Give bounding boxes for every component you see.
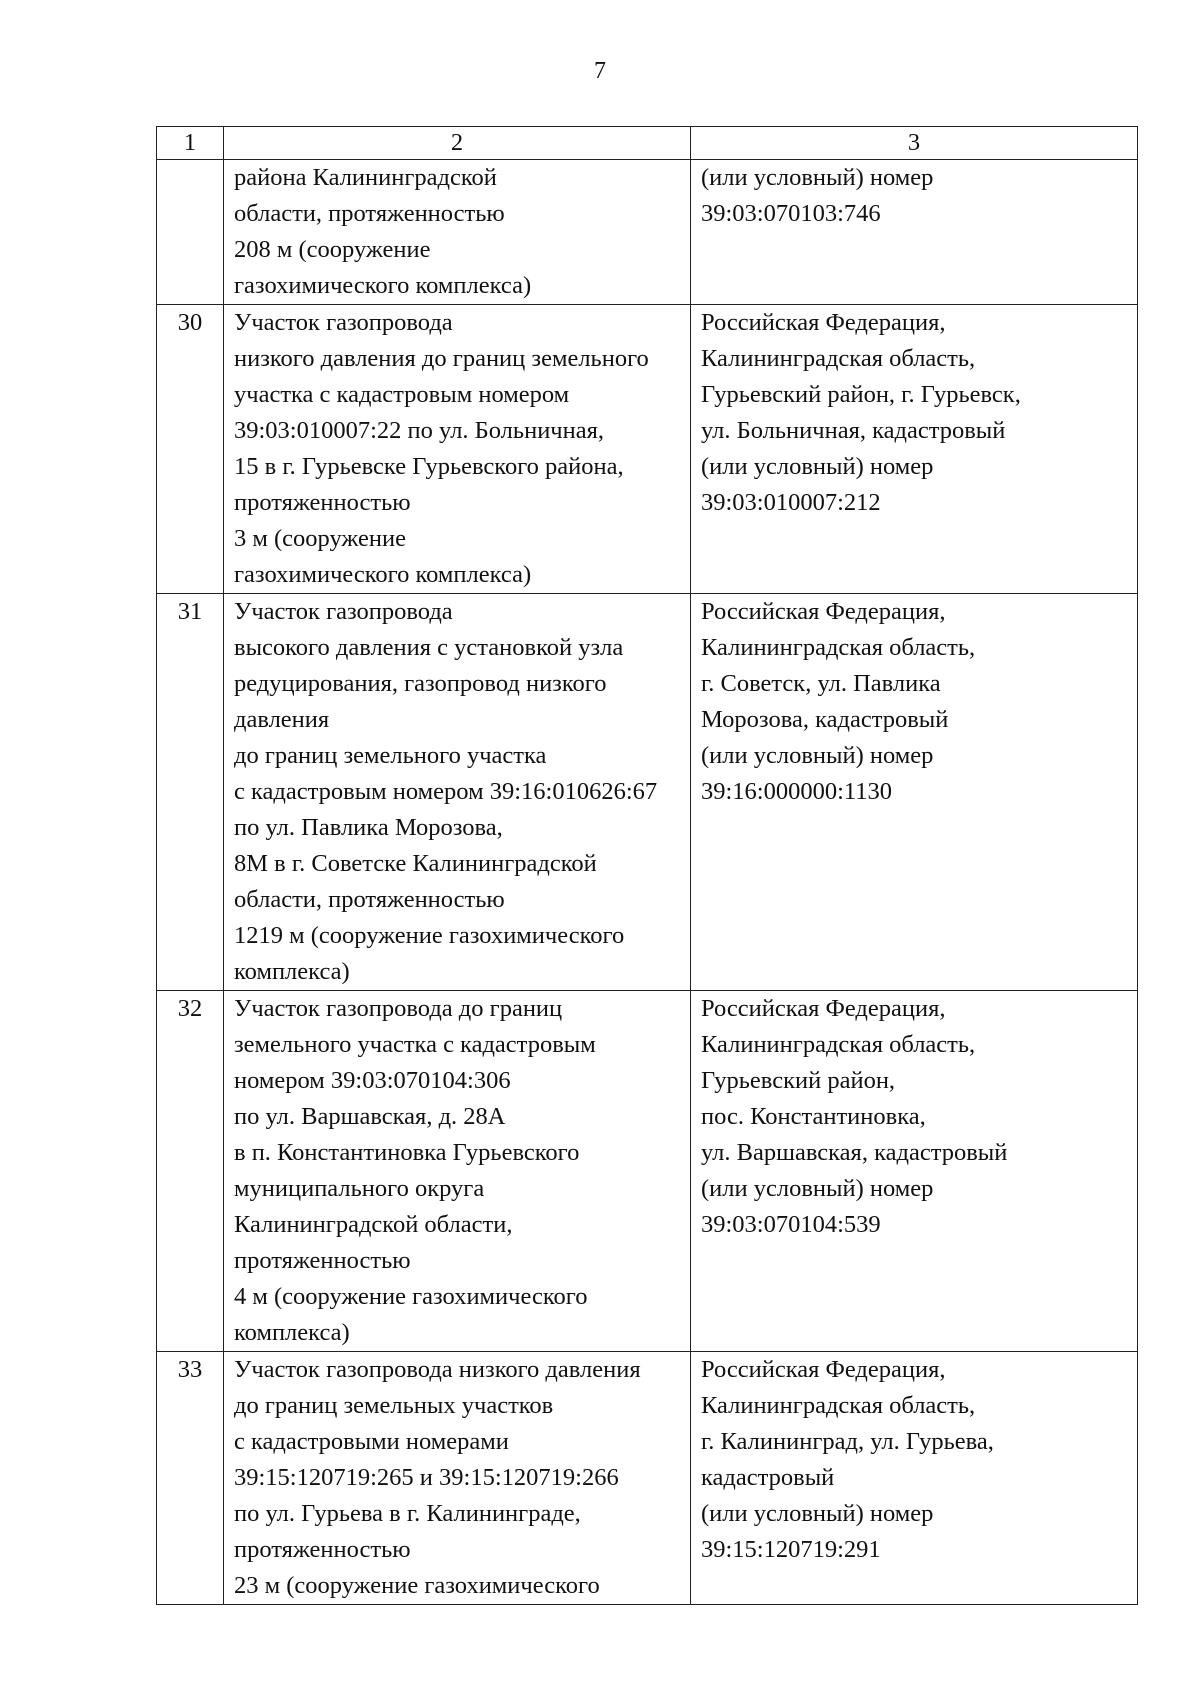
table-row bbox=[157, 160, 1138, 305]
description-line: протяженностью bbox=[234, 1536, 411, 1563]
description-line: протяженностью bbox=[234, 489, 411, 516]
location-line: Морозова, кадастровый bbox=[701, 706, 949, 733]
description-line: до границ земельных участков bbox=[234, 1392, 554, 1419]
row-number-cell: 33 bbox=[157, 1352, 224, 1605]
description-line: по ул. Гурьева в г. Калининграде, bbox=[234, 1500, 581, 1527]
description-line: газохимического комплекса) bbox=[234, 561, 532, 588]
description-line: района Калининградской bbox=[234, 164, 497, 191]
row-number-cell: 32 bbox=[157, 991, 224, 1352]
location-line: Калининградская область, bbox=[701, 345, 976, 372]
description-line: 39:03:010007:22 по ул. Больничная, bbox=[234, 417, 605, 444]
description-line: до границ земельного участка bbox=[234, 742, 547, 769]
location-line: Российская Федерация, bbox=[701, 309, 946, 336]
location-line: (или условный) номер bbox=[701, 164, 934, 191]
description-line: 15 в г. Гурьевске Гурьевского района, bbox=[234, 453, 624, 480]
description-line: Калининградской области, bbox=[234, 1211, 513, 1238]
registry-table bbox=[156, 126, 1138, 1605]
table-header-row bbox=[157, 127, 1138, 160]
object-description-cell bbox=[224, 305, 691, 594]
column-header-1: 1 bbox=[157, 127, 224, 160]
description-line: 8М в г. Советске Калининградской bbox=[234, 850, 597, 877]
description-line: высокого давления с установкой узла bbox=[234, 634, 624, 661]
column-header-2: 2 bbox=[224, 127, 691, 160]
description-line: газохимического комплекса) bbox=[234, 272, 532, 299]
description-line: низкого давления до границ земельного bbox=[234, 345, 649, 372]
table-row bbox=[157, 305, 1138, 594]
description-line: Участок газопровода низкого давления bbox=[234, 1356, 641, 1383]
description-line: Участок газопровода bbox=[234, 309, 453, 336]
location-line: Гурьевский район, г. Гурьевск, bbox=[701, 381, 1021, 408]
description-line: Участок газопровода bbox=[234, 598, 453, 625]
location-line: (или условный) номер bbox=[701, 1175, 934, 1202]
location-line: Российская Федерация, bbox=[701, 995, 946, 1022]
description-line: с кадастровыми номерами bbox=[234, 1428, 509, 1455]
description-line: комплекса) bbox=[234, 958, 350, 985]
description-line: по ул. Варшавская, д. 28А bbox=[234, 1103, 506, 1130]
description-line: муниципального округа bbox=[234, 1175, 485, 1202]
description-line: области, протяженностью bbox=[234, 886, 505, 913]
location-cell bbox=[691, 160, 1138, 305]
page-number: 7 bbox=[594, 58, 606, 84]
location-line: г. Калининград, ул. Гурьева, bbox=[701, 1428, 994, 1455]
location-line: Калининградская область, bbox=[701, 634, 976, 661]
location-line: Российская Федерация, bbox=[701, 1356, 946, 1383]
location-line: Российская Федерация, bbox=[701, 598, 946, 625]
object-description-cell bbox=[224, 160, 691, 305]
description-line: по ул. Павлика Морозова, bbox=[234, 814, 503, 841]
location-line: (или условный) номер bbox=[701, 1500, 934, 1527]
description-line: 1219 м (сооружение газохимического bbox=[234, 922, 625, 949]
description-line: редуцирования, газопровод низкого bbox=[234, 670, 607, 697]
description-line: Участок газопровода до границ bbox=[234, 995, 563, 1022]
location-line: ул. Варшавская, кадастровый bbox=[701, 1139, 1008, 1166]
object-description-cell bbox=[224, 991, 691, 1352]
description-line: области, протяженностью bbox=[234, 200, 505, 227]
location-cell bbox=[691, 594, 1138, 991]
location-line: (или условный) номер bbox=[701, 453, 934, 480]
location-line: г. Советск, ул. Павлика bbox=[701, 670, 941, 697]
location-line: Калининградская область, bbox=[701, 1031, 976, 1058]
description-line: участка с кадастровым номером bbox=[234, 381, 570, 408]
location-line: Гурьевский район, bbox=[701, 1067, 896, 1094]
location-cell bbox=[691, 1352, 1138, 1605]
description-line: в п. Константиновка Гурьевского bbox=[234, 1139, 580, 1166]
location-cell bbox=[691, 305, 1138, 594]
object-description-cell bbox=[224, 594, 691, 991]
location-line: кадастровый bbox=[701, 1464, 835, 1491]
location-line: (или условный) номер bbox=[701, 742, 934, 769]
location-line: 39:16:000000:1130 bbox=[701, 778, 893, 805]
description-line: 4 м (сооружение газохимического bbox=[234, 1283, 588, 1310]
location-line: 39:03:010007:212 bbox=[701, 489, 881, 516]
row-number-cell: 30 bbox=[157, 305, 224, 594]
description-line: номером 39:03:070104:306 bbox=[234, 1067, 511, 1094]
row-number-cell: 31 bbox=[157, 594, 224, 991]
location-line: Калининградская область, bbox=[701, 1392, 976, 1419]
location-line: пос. Константиновка, bbox=[701, 1103, 926, 1130]
object-description-cell bbox=[224, 1352, 691, 1605]
description-line: 208 м (сооружение bbox=[234, 236, 431, 263]
description-line: с кадастровым номером 39:16:010626:67 bbox=[234, 778, 658, 805]
description-line: 3 м (сооружение bbox=[234, 525, 406, 552]
row-number-cell bbox=[157, 160, 224, 305]
table-row bbox=[157, 991, 1138, 1352]
location-cell bbox=[691, 991, 1138, 1352]
location-line: 39:15:120719:291 bbox=[701, 1536, 881, 1563]
column-header-3: 3 bbox=[691, 127, 1138, 160]
location-line: 39:03:070104:539 bbox=[701, 1211, 881, 1238]
description-line: комплекса) bbox=[234, 1319, 350, 1346]
location-line: 39:03:070103:746 bbox=[701, 200, 881, 227]
description-line: 23 м (сооружение газохимического bbox=[234, 1572, 600, 1599]
table-row bbox=[157, 1352, 1138, 1605]
table-row bbox=[157, 594, 1138, 991]
location-line: ул. Больничная, кадастровый bbox=[701, 417, 1006, 444]
description-line: протяженностью bbox=[234, 1247, 411, 1274]
description-line: давления bbox=[234, 706, 330, 733]
description-line: земельного участка с кадастровым bbox=[234, 1031, 596, 1058]
description-line: 39:15:120719:265 и 39:15:120719:266 bbox=[234, 1464, 619, 1491]
